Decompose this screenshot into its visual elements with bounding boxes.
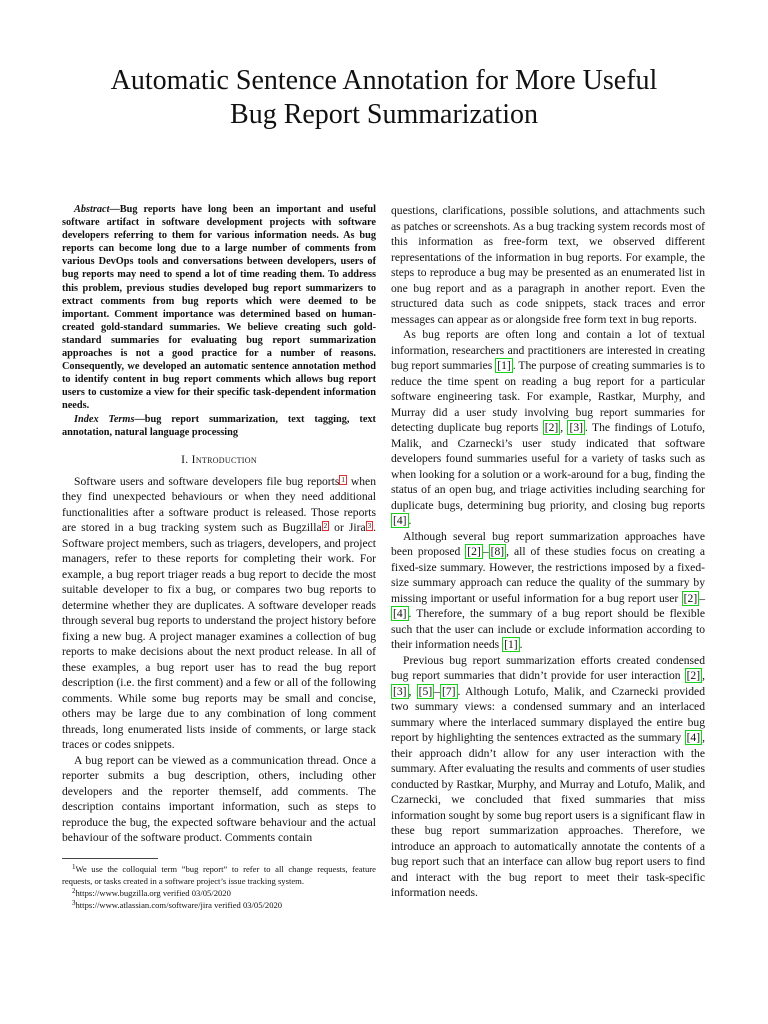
- section-title: Introduction: [191, 452, 257, 466]
- footnote-3: [62, 899, 376, 911]
- intro-text: . Therefore, the summary of a bug report should be flexible such that the user can include or exclude information according to their information needs: [391, 607, 705, 651]
- index-terms: [62, 413, 376, 439]
- citation-link[interactable]: [2]: [683, 591, 698, 605]
- footnote-link-1[interactable]: 1: [341, 475, 345, 484]
- intro-text: ,: [408, 684, 417, 698]
- intro-text: ,: [702, 669, 705, 682]
- abstract-label: Abstract: [74, 204, 110, 215]
- footnote-url[interactable]: https://www.bugzilla.org verified 03/05/2020: [75, 887, 231, 898]
- intro-text: . Although Lotufo, Malik, and Czarnecki provided two summary views: a condensed summary and an interlaced summary where the interlaced summary displayed the entire bug report by highlighting the sentences extracted as the summary: [391, 684, 706, 744]
- intro-text: –: [434, 684, 440, 698]
- intro-text: . Software project members, such as triagers, developers, and project managers, refer to these reports for completing their work. For example, a bug report triager reads a bug report to decide the most suitable developer to fix a bug, or compares two bug reports to determine whether they are duplicates. A software developer reads through several bug reports to understand the project history before fixing a new bug. A project manager examines a collection of bug reports to make decisions about the next product release. In all of these examples, a bug report user has to read the bug report description (i.e. the first comment) and a few or all of the following comments. While some bug reports may be small and concise, others may be large due to any combination of long comment threads, long enumerated lists inside of comments, or large stack traces or codes snippets.: [62, 521, 376, 752]
- citation-link[interactable]: [3]: [393, 684, 407, 698]
- citation-link[interactable]: [4]: [393, 607, 407, 620]
- abstract: [62, 203, 376, 413]
- intro-text: As bug reports are often long and contain a lot of textual information, researchers and practitioners are interested in creating bug report summaries: [391, 328, 705, 372]
- footnote-mark: 1: [72, 862, 76, 871]
- citation-link[interactable]: [4]: [393, 514, 407, 527]
- intro-text: , their approach didn’t allow for any user interaction with the summary. After evaluating the results and comments of user studies conducted by Rastkar, Murphy, and Murray and Lotufo, Malik, and Czarnecki, we concluded that fixed summaries that miss information sought by some bug report users is a significant flaw in these bug report summarization approaches. Therefore, we introduce an approach to automatically annotate the contents of a bug report such that an interface can allow bug report users to find and interact with the bug report to meet their task-specific information needs.: [391, 731, 705, 899]
- intro-text: Software users and software developers file bug reports: [74, 474, 340, 488]
- abstract-text: —Bug reports have long been an important and useful software artifact in software development projects with software developers referring to them for various information needs. As bug reports can become long due to a large number of comments from various DevOps tools and conversations between developers, users of bug reports may need to spend a lot of time reading them. To address this problem, previous studies developed bug report summarizers to extract comments from bug reports which were deemed to be important. Comment importance was determined based on human-created gold-standard summaries. We believe creating such gold-standard summaries for evaluating bug report summarization approaches is not a good practice for a number of reasons. Consequently, we developed an automatic sentence annotation method to identify content in bug report comments which allows bug report users to customize a view for their specific task-dependent information needs.: [62, 204, 376, 412]
- intro-paragraph-2: A bug report can be viewed as a communication thread. Once a reporter submits a bug description, others, including other developers and the reporter themself, add comments. The description contains important information, such as steps to reproduce the bug, the expected software behaviour and the actual behaviour of the software product. Comments contain: [62, 753, 376, 845]
- intro-text: , all of these studies focus on creating a fixed-size summary. However, the restrictions imposed by a fixed-size summary approach can reduce the quality of the summary by missing important or useful information for a bug report user: [391, 545, 706, 605]
- citation-link[interactable]: [3]: [569, 421, 584, 434]
- intro-text: Although several bug report summarization approaches have been proposed: [391, 529, 705, 558]
- footnote-mark: 2: [72, 886, 76, 895]
- intro-text: when they find unexpected behaviours or when they need additional functionalities after a software product is released. Those reports are stored in a bug tracking system such as Bugzilla: [62, 474, 376, 535]
- footnote-divider: [62, 858, 158, 859]
- footnote-mark: 3: [72, 898, 76, 907]
- intro-paragraph-1: [62, 474, 376, 753]
- intro-text: ,: [560, 421, 568, 434]
- title-line-1: Automatic Sentence Annotation for More Useful: [110, 65, 658, 96]
- intro-text: or Jira: [329, 521, 366, 535]
- index-terms-label: Index Terms: [74, 413, 135, 425]
- intro-paragraph-5: [391, 529, 705, 653]
- footnote-link-2[interactable]: 2: [323, 522, 328, 531]
- citation-link[interactable]: [8]: [490, 545, 505, 558]
- footnote-1: [62, 863, 376, 887]
- citation-link[interactable]: [4]: [686, 731, 701, 744]
- title-line-2: Bug Report Summarization: [230, 99, 538, 130]
- footnote-text: We use the colloquial term ”bug report” to refer to all change requests, feature requests, or tasks created in a software project’s issue tracking system.: [62, 863, 376, 886]
- intro-text: . The findings of Lotufo, Malik, and Czarnecki’s user study indicated that software developers found summaries useful for a variety of tasks such as when looking for a solution or a work-around for a bug, finding the status of an open bug, and triage activities including searching for duplicate bugs, determining bug priority, and closing bug reports: [391, 421, 706, 512]
- left-column: [62, 203, 376, 911]
- section-numeral: I.: [181, 452, 189, 466]
- citation-link[interactable]: [2]: [544, 421, 559, 434]
- section-heading-introduction: [62, 452, 376, 467]
- intro-paragraph-4: [391, 327, 705, 529]
- citation-link[interactable]: [7]: [442, 684, 456, 698]
- citation-link[interactable]: [1]: [497, 359, 511, 372]
- footnote-link-3[interactable]: 3: [367, 522, 372, 531]
- paper-title: [40, 64, 728, 132]
- intro-text: .: [519, 638, 523, 651]
- intro-paragraph-6: [391, 653, 705, 901]
- citation-link[interactable]: [5]: [418, 684, 433, 698]
- intro-text: Previous bug report summarization efforts created condensed bug report summaries that didn’t provide for user interaction: [391, 653, 705, 682]
- intro-text: . The purpose of creating summaries is to reduce the time spent on reading a bug report for a particular software engineering task. For example, Rastkar, Murphy, and Murray did a user study involving bug report summaries for detecting duplicate bug reports: [391, 359, 705, 434]
- intro-paragraph-3: questions, clarifications, possible solutions, and attachments such as patches or screenshots. As a bug tracking system records most of this information as free-form text, we observed different representations of the information in bug reports. For example, the steps to reproduce a bug may be presented as an enumerated list in one bug report and as a paragraph in another report. Even the structured data such as code snippets, stack traces and error messages can appear as or alongside free form text in bug reports.: [391, 204, 705, 326]
- citation-link[interactable]: [2]: [467, 545, 481, 558]
- footnote-2: [62, 887, 376, 899]
- intro-text: –: [482, 545, 489, 558]
- intro-text: –: [699, 591, 705, 605]
- index-terms-text: —bug report summarization, text tagging, text annotation, natural language processing: [62, 413, 376, 438]
- intro-text: .: [408, 514, 412, 527]
- citation-link[interactable]: [2]: [686, 669, 701, 682]
- citation-link[interactable]: [1]: [504, 638, 518, 651]
- right-column: [391, 203, 705, 901]
- footnote-url[interactable]: https://www.atlassian.com/software/jira verified 03/05/2020: [75, 899, 283, 910]
